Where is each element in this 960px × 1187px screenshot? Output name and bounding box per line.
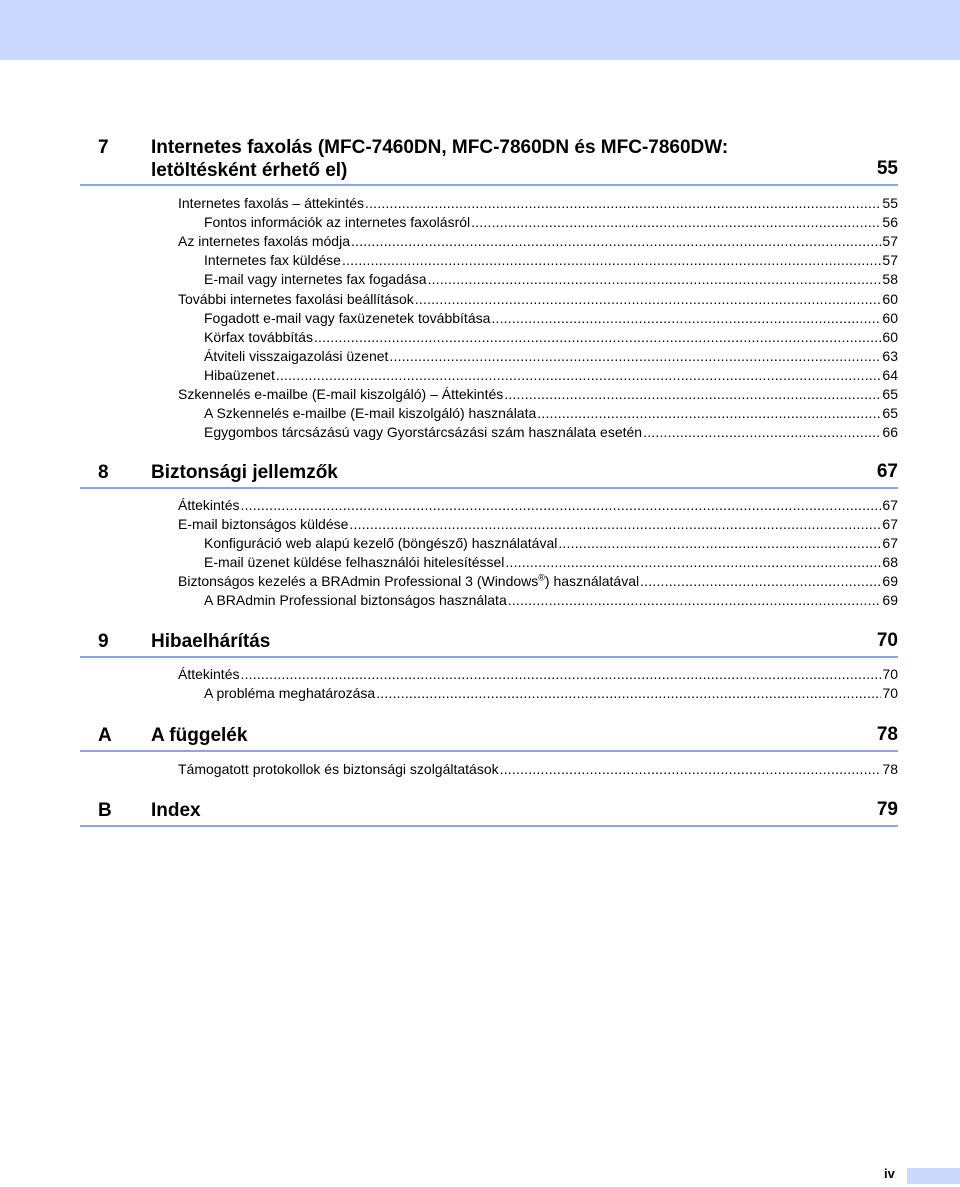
- toc-entry[interactable]: [204, 270, 898, 288]
- toc-entry[interactable]: [204, 553, 898, 571]
- dot-leader: [428, 270, 882, 288]
- toc-entry-page: 55: [882, 195, 898, 211]
- toc-entry-text: E-mail vagy internetes fax fogadása: [204, 271, 427, 287]
- toc-entry-text: A BRAdmin Professional biztonságos használata: [204, 592, 507, 608]
- toc-entry-page: 60: [882, 310, 898, 326]
- chapter-title: Biztonsági jellemzők: [151, 462, 338, 483]
- toc-entry-text: Körfax továbbítás: [204, 329, 313, 345]
- chapter-number: 9: [98, 631, 109, 652]
- dot-leader: [491, 309, 881, 327]
- toc-entry-page: 56: [882, 214, 898, 230]
- toc-entry[interactable]: [178, 665, 898, 683]
- chapter-number: B: [98, 800, 112, 821]
- toc-entry-text: Hibaüzenet: [204, 367, 275, 383]
- chapter-page: 79: [876, 799, 898, 820]
- dot-leader: [558, 534, 881, 552]
- toc-entry-text: Támogatott protokollok és biztonsági szolgáltatások: [178, 761, 499, 777]
- toc-entry-text: Internetes faxolás – áttekintés: [178, 195, 364, 211]
- toc-entry-text: Fogadott e-mail vagy faxüzenetek továbbítása: [204, 310, 491, 326]
- toc-entry-text: Konfiguráció web alapú kezelő (böngésző) használatával: [204, 535, 558, 551]
- dot-leader: [389, 347, 881, 365]
- toc-entry-page: 66: [882, 424, 898, 440]
- toc-entry-page: 69: [882, 573, 898, 589]
- dot-leader: [351, 232, 881, 250]
- toc-entry-page: 63: [882, 348, 898, 364]
- chapter-9-heading: [80, 630, 898, 658]
- header-band: [0, 0, 960, 60]
- toc-entry-text: Szkennelés e-mailbe (E-mail kiszolgáló) – Áttekintés: [178, 386, 504, 402]
- chapter-7-heading: [80, 136, 898, 186]
- toc-entry[interactable]: [204, 423, 898, 441]
- toc-entry-page: 67: [882, 516, 898, 532]
- toc-entry[interactable]: [204, 534, 898, 552]
- toc-entry[interactable]: [204, 684, 898, 702]
- dot-leader: [365, 194, 881, 212]
- toc-entry[interactable]: [178, 194, 898, 212]
- chapter-title: Hibaelhárítás: [151, 631, 271, 652]
- dot-leader: [240, 665, 881, 683]
- dot-leader: [500, 760, 882, 778]
- toc-entry-page: 65: [882, 386, 898, 402]
- toc-entry[interactable]: [178, 515, 898, 533]
- toc-entry[interactable]: [204, 251, 898, 269]
- toc-entry-page: 57: [882, 252, 898, 268]
- dot-leader: [537, 404, 881, 422]
- toc-entry-text: A Szkennelés e-mailbe (E-mail kiszolgáló) használata: [204, 405, 537, 421]
- toc-entry-page: 78: [882, 761, 898, 777]
- dot-leader: [505, 553, 881, 571]
- toc-entry[interactable]: [204, 347, 898, 365]
- toc-entry-text: Egygombos tárcsázású vagy Gyorstárcsázási szám használata esetén: [204, 424, 643, 440]
- toc-entry[interactable]: [204, 213, 898, 231]
- toc-entry-page: 67: [882, 535, 898, 551]
- toc-entry-text: További internetes faxolási beállítások: [178, 291, 414, 307]
- chapter-page: 70: [876, 630, 898, 651]
- toc-entry-page: 57: [882, 233, 898, 249]
- registered-mark: ®: [538, 572, 545, 583]
- toc-entry-text: E-mail biztonságos küldése: [178, 516, 349, 532]
- toc-entry[interactable]: [178, 290, 898, 308]
- chapter-page: 78: [876, 724, 898, 745]
- toc-entry-page: 60: [882, 291, 898, 307]
- dot-leader: [376, 684, 881, 702]
- toc-entry-page: 68: [882, 554, 898, 570]
- toc-entry-text: E-mail üzenet küldése felhasználói hitelesítéssel: [204, 554, 505, 570]
- dot-leader: [640, 572, 881, 590]
- toc-entry[interactable]: [204, 404, 898, 422]
- dot-leader: [314, 328, 881, 346]
- toc-entry[interactable]: [204, 366, 898, 384]
- chapter-title: Index: [151, 800, 201, 821]
- dot-leader: [276, 366, 882, 384]
- toc-entry-text: Internetes fax küldése: [204, 252, 341, 268]
- chapter-page: 55: [876, 158, 898, 179]
- toc-entry[interactable]: [178, 760, 898, 778]
- toc-entry-text: [178, 572, 639, 590]
- toc-entry-page: 65: [882, 405, 898, 421]
- dot-leader: [415, 290, 882, 308]
- toc-entry-text: Átviteli visszaigazolási üzenet: [204, 348, 389, 364]
- dot-leader: [342, 251, 881, 269]
- toc-entry-page: 58: [882, 271, 898, 287]
- toc-entry-page: 70: [882, 666, 898, 682]
- toc-entry[interactable]: [178, 232, 898, 250]
- toc-entry[interactable]: [178, 496, 898, 514]
- toc-entry[interactable]: [204, 591, 898, 609]
- toc-entry-page: 67: [882, 497, 898, 513]
- chapter-a-heading: [80, 724, 898, 752]
- dot-leader: [504, 385, 881, 403]
- toc-entry[interactable]: [178, 385, 898, 403]
- dot-leader: [643, 423, 881, 441]
- dot-leader: [508, 591, 882, 609]
- toc-entry-text: Áttekintés: [178, 666, 240, 682]
- dot-leader: [471, 213, 881, 231]
- chapter-number: 7: [98, 137, 109, 158]
- toc-entry[interactable]: [204, 328, 898, 346]
- toc-entry-page: 60: [882, 329, 898, 345]
- dot-leader: [349, 515, 881, 533]
- toc-entry-text: A probléma meghatározása: [204, 685, 376, 701]
- chapter-8-heading: [80, 461, 898, 489]
- toc-entry[interactable]: [204, 309, 898, 327]
- chapter-number: 8: [98, 462, 109, 483]
- chapter-title: A függelék: [151, 725, 248, 746]
- dot-leader: [240, 496, 881, 514]
- toc-entry-page: 69: [882, 592, 898, 608]
- toc-entry-page: 70: [882, 685, 898, 701]
- chapter-number: A: [98, 725, 112, 746]
- footer-tab: [907, 1168, 960, 1184]
- chapter-page: 67: [876, 461, 898, 482]
- toc-entry-text: Fontos információk az internetes faxolásról: [204, 214, 471, 230]
- toc-entry[interactable]: [178, 572, 898, 590]
- toc-entry-text-part: ) használatával: [544, 573, 640, 589]
- toc-entry-text: Áttekintés: [178, 497, 240, 513]
- toc-entry-page: 64: [882, 367, 898, 383]
- toc-entry-text-part: Biztonságos kezelés a BRAdmin Professional 3 (Windows: [178, 573, 539, 589]
- page-number: iv: [884, 1166, 895, 1181]
- chapter-b-heading: [80, 799, 898, 827]
- toc-entry-text: Az internetes faxolás módja: [178, 233, 350, 249]
- chapter-title: Internetes faxolás (MFC-7460DN, MFC-7860DN és MFC-7860DW: letöltésként érhető el): [151, 137, 729, 181]
